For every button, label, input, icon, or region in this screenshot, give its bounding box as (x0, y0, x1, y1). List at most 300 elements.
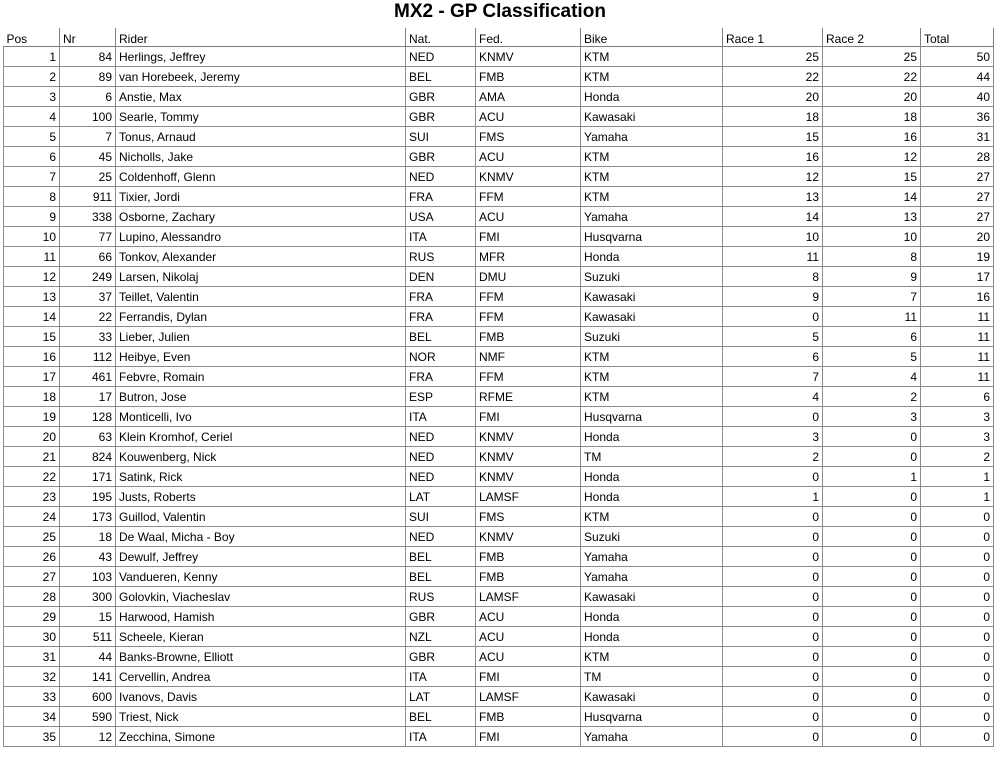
cell-race2: 0 (823, 487, 921, 507)
cell-nat: NED (406, 527, 476, 547)
cell-total: 0 (921, 647, 994, 667)
cell-pos: 25 (4, 527, 60, 547)
cell-bike: Kawasaki (581, 287, 723, 307)
cell-pos: 34 (4, 707, 60, 727)
cell-race2: 1 (823, 467, 921, 487)
cell-bike: Yamaha (581, 727, 723, 747)
cell-race2: 6 (823, 327, 921, 347)
cell-bike: KTM (581, 47, 723, 67)
table-row (4, 87, 994, 107)
cell-rider: Klein Kromhof, Ceriel (116, 427, 406, 447)
cell-race1: 7 (723, 367, 823, 387)
cell-rider: Scheele, Kieran (116, 627, 406, 647)
cell-nr: 12 (60, 727, 116, 747)
cell-race1: 13 (723, 187, 823, 207)
cell-race2: 0 (823, 567, 921, 587)
cell-nr: 824 (60, 447, 116, 467)
cell-total: 19 (921, 247, 994, 267)
cell-nr: 45 (60, 147, 116, 167)
cell-nat: BEL (406, 67, 476, 87)
cell-nat: GBR (406, 607, 476, 627)
cell-fed: FMI (476, 667, 581, 687)
table-row (4, 207, 994, 227)
table-row (4, 47, 994, 67)
cell-nr: 171 (60, 467, 116, 487)
cell-nat: NED (406, 427, 476, 447)
cell-nr: 461 (60, 367, 116, 387)
cell-pos: 28 (4, 587, 60, 607)
cell-bike: Yamaha (581, 127, 723, 147)
page-title: MX2 - GP Classification (394, 1, 606, 22)
table-row (4, 687, 994, 707)
cell-nat: LAT (406, 487, 476, 507)
cell-nat: GBR (406, 107, 476, 127)
cell-race1: 0 (723, 607, 823, 627)
cell-nat: FRA (406, 367, 476, 387)
cell-fed: ACU (476, 147, 581, 167)
cell-total: 0 (921, 547, 994, 567)
cell-total: 44 (921, 67, 994, 87)
cell-nat: ITA (406, 727, 476, 747)
cell-nr: 25 (60, 167, 116, 187)
table-row (4, 387, 994, 407)
cell-bike: Honda (581, 247, 723, 267)
cell-fed: FMB (476, 67, 581, 87)
cell-nr: 17 (60, 387, 116, 407)
cell-race1: 0 (723, 467, 823, 487)
cell-pos: 10 (4, 227, 60, 247)
cell-pos: 30 (4, 627, 60, 647)
cell-bike: Husqvarna (581, 707, 723, 727)
cell-total: 6 (921, 387, 994, 407)
cell-race2: 0 (823, 527, 921, 547)
cell-bike: Husqvarna (581, 407, 723, 427)
cell-bike: Honda (581, 627, 723, 647)
cell-nat: RUS (406, 247, 476, 267)
cell-nat: SUI (406, 507, 476, 527)
cell-rider: Zecchina, Simone (116, 727, 406, 747)
cell-total: 0 (921, 627, 994, 647)
cell-fed: LAMSF (476, 587, 581, 607)
cell-fed: FFM (476, 307, 581, 327)
cell-race1: 8 (723, 267, 823, 287)
cell-nr: 37 (60, 287, 116, 307)
table-row (4, 287, 994, 307)
cell-nat: FRA (406, 287, 476, 307)
header-total: Total (921, 28, 994, 47)
cell-rider: Nicholls, Jake (116, 147, 406, 167)
cell-race2: 0 (823, 707, 921, 727)
table-row (4, 507, 994, 527)
cell-rider: Febvre, Romain (116, 367, 406, 387)
cell-race1: 0 (723, 547, 823, 567)
table-row (4, 167, 994, 187)
cell-rider: Ferrandis, Dylan (116, 307, 406, 327)
cell-pos: 11 (4, 247, 60, 267)
cell-fed: KNMV (476, 467, 581, 487)
cell-fed: FMB (476, 707, 581, 727)
cell-bike: Kawasaki (581, 107, 723, 127)
cell-rider: Coldenhoff, Glenn (116, 167, 406, 187)
cell-bike: KTM (581, 387, 723, 407)
cell-race1: 0 (723, 587, 823, 607)
cell-race1: 18 (723, 107, 823, 127)
cell-pos: 7 (4, 167, 60, 187)
cell-race1: 14 (723, 207, 823, 227)
table-row (4, 647, 994, 667)
cell-total: 16 (921, 287, 994, 307)
cell-nat: FRA (406, 307, 476, 327)
cell-race1: 1 (723, 487, 823, 507)
cell-rider: Ivanovs, Davis (116, 687, 406, 707)
cell-rider: van Horebeek, Jeremy (116, 67, 406, 87)
cell-fed: NMF (476, 347, 581, 367)
cell-bike: Yamaha (581, 207, 723, 227)
table-row (4, 427, 994, 447)
cell-bike: Kawasaki (581, 307, 723, 327)
cell-total: 17 (921, 267, 994, 287)
cell-nr: 249 (60, 267, 116, 287)
cell-rider: Golovkin, Viacheslav (116, 587, 406, 607)
cell-race1: 0 (723, 647, 823, 667)
table-row (4, 247, 994, 267)
cell-rider: Lieber, Julien (116, 327, 406, 347)
cell-race2: 22 (823, 67, 921, 87)
cell-total: 11 (921, 367, 994, 387)
cell-bike: KTM (581, 167, 723, 187)
cell-fed: FFM (476, 187, 581, 207)
cell-bike: KTM (581, 67, 723, 87)
cell-bike: Honda (581, 427, 723, 447)
header-fed: Fed. (476, 28, 581, 47)
cell-pos: 23 (4, 487, 60, 507)
table-row (4, 187, 994, 207)
cell-total: 0 (921, 507, 994, 527)
cell-race1: 0 (723, 707, 823, 727)
cell-total: 1 (921, 487, 994, 507)
table-row (4, 587, 994, 607)
cell-rider: Osborne, Zachary (116, 207, 406, 227)
table-row (4, 267, 994, 287)
cell-nat: LAT (406, 687, 476, 707)
cell-nat: BEL (406, 327, 476, 347)
table-row (4, 227, 994, 247)
cell-race2: 20 (823, 87, 921, 107)
cell-fed: FMI (476, 407, 581, 427)
cell-race2: 0 (823, 667, 921, 687)
cell-race2: 25 (823, 47, 921, 67)
cell-nr: 84 (60, 47, 116, 67)
cell-rider: Dewulf, Jeffrey (116, 547, 406, 567)
cell-rider: Anstie, Max (116, 87, 406, 107)
cell-race2: 0 (823, 427, 921, 447)
cell-nr: 6 (60, 87, 116, 107)
cell-rider: Triest, Nick (116, 707, 406, 727)
table-row (4, 147, 994, 167)
cell-fed: LAMSF (476, 487, 581, 507)
cell-fed: FMS (476, 507, 581, 527)
table-row (4, 667, 994, 687)
cell-pos: 3 (4, 87, 60, 107)
cell-total: 0 (921, 527, 994, 547)
cell-race1: 3 (723, 427, 823, 447)
cell-nr: 18 (60, 527, 116, 547)
cell-nr: 43 (60, 547, 116, 567)
cell-nat: ITA (406, 407, 476, 427)
cell-bike: KTM (581, 647, 723, 667)
cell-pos: 6 (4, 147, 60, 167)
cell-nr: 338 (60, 207, 116, 227)
table-header-row (4, 28, 994, 47)
cell-total: 3 (921, 407, 994, 427)
cell-fed: ACU (476, 607, 581, 627)
cell-fed: RFME (476, 387, 581, 407)
cell-bike: KTM (581, 347, 723, 367)
cell-pos: 32 (4, 667, 60, 687)
cell-bike: Honda (581, 607, 723, 627)
cell-bike: KTM (581, 147, 723, 167)
cell-race1: 11 (723, 247, 823, 267)
cell-total: 2 (921, 447, 994, 467)
cell-bike: Suzuki (581, 327, 723, 347)
cell-nat: BEL (406, 707, 476, 727)
cell-race1: 12 (723, 167, 823, 187)
cell-total: 27 (921, 167, 994, 187)
cell-rider: Larsen, Nikolaj (116, 267, 406, 287)
cell-pos: 15 (4, 327, 60, 347)
cell-bike: Kawasaki (581, 687, 723, 707)
cell-fed: KNMV (476, 427, 581, 447)
cell-race1: 0 (723, 407, 823, 427)
cell-nr: 911 (60, 187, 116, 207)
cell-race1: 0 (723, 687, 823, 707)
cell-nr: 128 (60, 407, 116, 427)
cell-total: 40 (921, 87, 994, 107)
cell-nat: GBR (406, 147, 476, 167)
table-row (4, 327, 994, 347)
cell-rider: Lupino, Alessandro (116, 227, 406, 247)
cell-nr: 590 (60, 707, 116, 727)
table-row (4, 627, 994, 647)
table-row (4, 127, 994, 147)
cell-pos: 5 (4, 127, 60, 147)
table-row (4, 707, 994, 727)
table-row (4, 607, 994, 627)
cell-pos: 1 (4, 47, 60, 67)
cell-race2: 4 (823, 367, 921, 387)
cell-bike: Yamaha (581, 547, 723, 567)
cell-nr: 300 (60, 587, 116, 607)
table-row (4, 487, 994, 507)
cell-race2: 7 (823, 287, 921, 307)
cell-total: 11 (921, 347, 994, 367)
cell-race1: 22 (723, 67, 823, 87)
cell-rider: Monticelli, Ivo (116, 407, 406, 427)
cell-fed: KNMV (476, 167, 581, 187)
cell-nat: NED (406, 47, 476, 67)
cell-race2: 18 (823, 107, 921, 127)
cell-bike: Suzuki (581, 527, 723, 547)
cell-fed: ACU (476, 627, 581, 647)
cell-total: 0 (921, 567, 994, 587)
cell-bike: TM (581, 667, 723, 687)
cell-fed: DMU (476, 267, 581, 287)
cell-fed: KNMV (476, 47, 581, 67)
cell-rider: Tonus, Arnaud (116, 127, 406, 147)
cell-race1: 2 (723, 447, 823, 467)
cell-race2: 0 (823, 587, 921, 607)
cell-rider: Cervellin, Andrea (116, 667, 406, 687)
cell-pos: 31 (4, 647, 60, 667)
header-bike: Bike (581, 28, 723, 47)
cell-race2: 0 (823, 507, 921, 527)
cell-pos: 12 (4, 267, 60, 287)
cell-race2: 13 (823, 207, 921, 227)
cell-nr: 511 (60, 627, 116, 647)
cell-race2: 9 (823, 267, 921, 287)
cell-race2: 8 (823, 247, 921, 267)
cell-total: 1 (921, 467, 994, 487)
cell-nat: BEL (406, 567, 476, 587)
cell-fed: ACU (476, 107, 581, 127)
cell-race2: 0 (823, 647, 921, 667)
cell-race1: 10 (723, 227, 823, 247)
cell-nr: 112 (60, 347, 116, 367)
cell-nat: SUI (406, 127, 476, 147)
cell-nat: USA (406, 207, 476, 227)
cell-rider: Butron, Jose (116, 387, 406, 407)
cell-total: 0 (921, 667, 994, 687)
cell-fed: AMA (476, 87, 581, 107)
cell-pos: 35 (4, 727, 60, 747)
cell-race2: 0 (823, 547, 921, 567)
cell-rider: Satink, Rick (116, 467, 406, 487)
cell-nr: 100 (60, 107, 116, 127)
cell-rider: Justs, Roberts (116, 487, 406, 507)
cell-total: 0 (921, 607, 994, 627)
cell-pos: 29 (4, 607, 60, 627)
cell-fed: FMS (476, 127, 581, 147)
cell-pos: 14 (4, 307, 60, 327)
cell-pos: 24 (4, 507, 60, 527)
cell-pos: 8 (4, 187, 60, 207)
cell-fed: LAMSF (476, 687, 581, 707)
cell-pos: 4 (4, 107, 60, 127)
cell-bike: Honda (581, 487, 723, 507)
table-body (4, 47, 994, 747)
table-row (4, 447, 994, 467)
cell-fed: KNMV (476, 527, 581, 547)
cell-bike: KTM (581, 507, 723, 527)
cell-fed: KNMV (476, 447, 581, 467)
cell-bike: Kawasaki (581, 587, 723, 607)
cell-nat: ITA (406, 667, 476, 687)
cell-race2: 2 (823, 387, 921, 407)
cell-bike: Yamaha (581, 567, 723, 587)
cell-race1: 0 (723, 567, 823, 587)
cell-bike: TM (581, 447, 723, 467)
cell-race1: 0 (723, 727, 823, 747)
cell-race2: 0 (823, 607, 921, 627)
table-row (4, 527, 994, 547)
cell-total: 0 (921, 687, 994, 707)
classification-table (3, 28, 994, 747)
cell-nr: 103 (60, 567, 116, 587)
cell-total: 20 (921, 227, 994, 247)
table-row (4, 67, 994, 87)
cell-nr: 33 (60, 327, 116, 347)
cell-nat: RUS (406, 587, 476, 607)
table-row (4, 367, 994, 387)
cell-pos: 16 (4, 347, 60, 367)
cell-race2: 11 (823, 307, 921, 327)
cell-pos: 20 (4, 427, 60, 447)
cell-race1: 5 (723, 327, 823, 347)
cell-rider: Heibye, Even (116, 347, 406, 367)
cell-pos: 17 (4, 367, 60, 387)
cell-rider: Vandueren, Kenny (116, 567, 406, 587)
cell-nat: NED (406, 467, 476, 487)
cell-total: 31 (921, 127, 994, 147)
cell-race1: 0 (723, 507, 823, 527)
header-race2: Race 2 (823, 28, 921, 47)
header-nr: Nr (60, 28, 116, 47)
cell-nat: BEL (406, 547, 476, 567)
classification-table-container (3, 28, 993, 747)
cell-nat: ITA (406, 227, 476, 247)
cell-pos: 13 (4, 287, 60, 307)
table-row (4, 347, 994, 367)
cell-nr: 141 (60, 667, 116, 687)
table-row (4, 567, 994, 587)
cell-nat: NED (406, 447, 476, 467)
cell-fed: FMB (476, 567, 581, 587)
cell-fed: ACU (476, 207, 581, 227)
cell-nr: 22 (60, 307, 116, 327)
cell-fed: FMI (476, 727, 581, 747)
cell-rider: Harwood, Hamish (116, 607, 406, 627)
cell-rider: Herlings, Jeffrey (116, 47, 406, 67)
cell-race2: 3 (823, 407, 921, 427)
cell-race1: 4 (723, 387, 823, 407)
cell-race1: 16 (723, 147, 823, 167)
cell-race2: 14 (823, 187, 921, 207)
cell-race1: 0 (723, 307, 823, 327)
table-row (4, 107, 994, 127)
cell-fed: MFR (476, 247, 581, 267)
cell-total: 0 (921, 727, 994, 747)
cell-nat: FRA (406, 187, 476, 207)
cell-bike: Honda (581, 87, 723, 107)
cell-pos: 33 (4, 687, 60, 707)
cell-total: 27 (921, 187, 994, 207)
cell-nr: 7 (60, 127, 116, 147)
table-row (4, 307, 994, 327)
cell-race1: 9 (723, 287, 823, 307)
cell-nr: 66 (60, 247, 116, 267)
cell-nr: 195 (60, 487, 116, 507)
cell-fed: FMB (476, 327, 581, 347)
cell-rider: Banks-Browne, Elliott (116, 647, 406, 667)
header-race1: Race 1 (723, 28, 823, 47)
cell-total: 11 (921, 307, 994, 327)
cell-total: 11 (921, 327, 994, 347)
header-pos: Pos (4, 28, 60, 47)
table-row (4, 467, 994, 487)
cell-race1: 0 (723, 627, 823, 647)
cell-fed: FFM (476, 367, 581, 387)
cell-pos: 27 (4, 567, 60, 587)
